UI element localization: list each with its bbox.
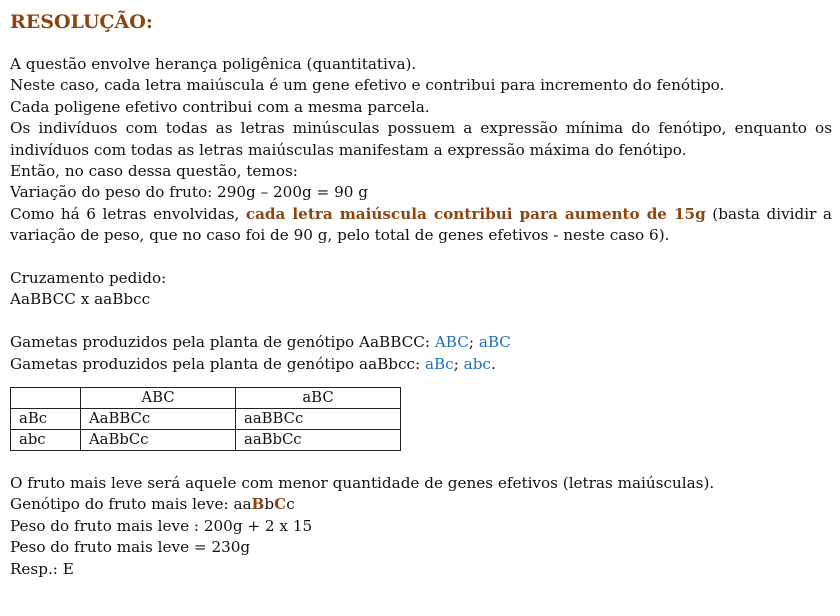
gametes-line-2-end: . [490, 354, 496, 373]
gametes-line-1-text: Gametas produzidos pela planta de genótipo AaBBCC: [10, 333, 435, 352]
gamete-aBc: aBc [424, 354, 454, 373]
table-cell: aaBbCc [236, 430, 401, 451]
lightest-genotype [10, 494, 832, 515]
intro-line-3: Cada poligene efetivo contribui com a mesma parcela. [10, 97, 430, 116]
document-page [10, 8, 832, 580]
intro-line-2: Neste caso, cada letra maiúscula é um gene efetivo e contribui para incremento do fenótipo. [10, 76, 725, 95]
weight-result: Peso do fruto mais leve = 230g [10, 538, 251, 557]
table-cell: AaBBCc [81, 409, 236, 430]
table-cell: aaBBCc [236, 409, 401, 430]
cross-label: Cruzamento pedido: [10, 269, 167, 288]
gamete-separator-1: ; [468, 333, 479, 352]
answer: Resp.: E [10, 559, 74, 578]
cross-value: AaBBCC x aaBbcc [10, 290, 151, 309]
conclusion-line-1: O fruto mais leve será aquele com menor quantidade de genes efetivos (letras maiúsculas). [10, 474, 715, 493]
punnett-table [10, 387, 401, 451]
resolution-heading: RESOLUÇÃO: [10, 11, 153, 33]
intro-line-4: Os indivíduos com todas as letras minúsculas possuem a expressão mínima do fenótipo, enquanto os indivíduos com todas as letras maiúsculas manifestam a expressão máxima do fenótipo. [10, 119, 832, 159]
weight-calculation: Peso do fruto mais leve : 200g + 2 x 15 [10, 516, 313, 535]
gamete-separator-2: ; [453, 354, 464, 373]
table-header-row [11, 388, 401, 409]
contribution-after: (basta dividir a variação de peso, que no caso foi de 90 g, pelo total de genes efetivos - neste caso 6). [10, 204, 832, 245]
genotype-part-e: c [286, 495, 295, 514]
table-row-header: abc [11, 430, 81, 451]
gamete-ABC: ABC [434, 333, 469, 352]
contribution-highlight: cada letra maiúscula contribui para aumento de 15g [245, 204, 706, 223]
genotype-label: Genótipo do fruto mais leve: [10, 495, 234, 514]
genotype-part-c: b [264, 495, 275, 514]
gamete-abc: abc [463, 354, 491, 373]
gamete-aBC: aBC [478, 333, 511, 352]
table-cell: AaBbCc [81, 430, 236, 451]
genotype-part-a: aa [233, 495, 252, 514]
intro-line-5: Então, no caso dessa questão, temos: [10, 162, 298, 181]
contribution-paragraph [10, 204, 832, 247]
gametes-line-2-text: Gametas produzidos pela planta de genótipo aaBbcc: [10, 354, 425, 373]
genotype-part-b: B [251, 495, 265, 514]
table-header-corner [11, 388, 81, 409]
weight-variation: Variação do peso do fruto: 290g – 200g = 90 g [10, 183, 368, 202]
table-row-header: aBc [11, 409, 81, 430]
table-row [11, 409, 401, 430]
table-header-cell: aBC [236, 388, 401, 409]
table-row [11, 430, 401, 451]
contribution-before: Como há 6 letras envolvidas, [10, 204, 246, 223]
genotype-part-d: C [274, 495, 287, 514]
gametes-line-1 [10, 332, 832, 353]
intro-line-1: A questão envolve herança poligênica (quantitativa). [10, 55, 417, 73]
gametes-line-2 [10, 354, 832, 375]
table-header-cell: ABC [81, 388, 236, 409]
